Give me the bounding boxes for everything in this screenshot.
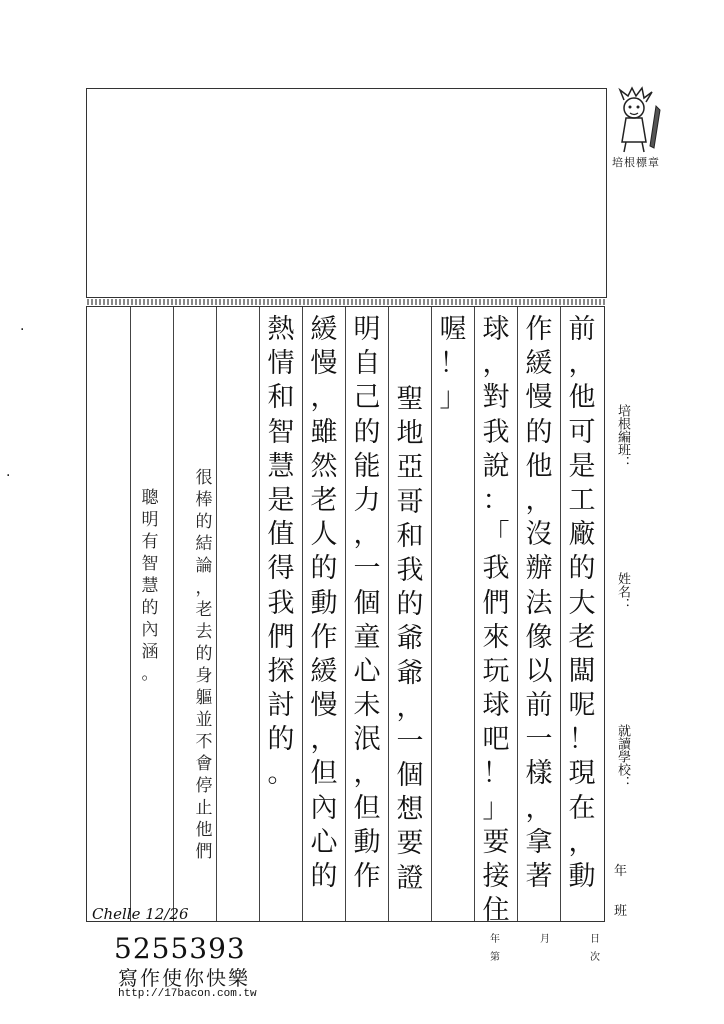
essay-char: 未 <box>353 690 381 722</box>
essay-char: 樣 <box>525 758 553 790</box>
comment-char: 有 <box>141 532 159 552</box>
essay-char: ， <box>310 382 338 414</box>
essay-char: ， <box>396 691 424 723</box>
comment-char: 聰 <box>141 488 159 508</box>
essay-char: ！ <box>439 348 467 380</box>
essay-char: 和 <box>396 520 424 552</box>
comment-char: 明 <box>141 510 159 530</box>
essay-column <box>348 313 386 894</box>
essay-char: 的 <box>267 724 295 756</box>
comment-char: 內 <box>141 620 159 640</box>
essay-char: 辦 <box>525 553 553 585</box>
field-name <box>614 572 630 611</box>
essay-char: 作 <box>310 621 338 653</box>
comment-char: 的 <box>195 644 213 664</box>
essay-char: 闆 <box>568 655 596 687</box>
stamp-label: 培根標章 <box>612 156 660 169</box>
essay-char: 地 <box>396 418 424 450</box>
essay-char: 的 <box>353 416 381 448</box>
field-class-unit-label: 班 <box>614 904 628 919</box>
essay-char: 值 <box>267 519 295 551</box>
essay-char: 和 <box>267 382 295 414</box>
essay-char: 前 <box>568 314 596 345</box>
writing-grid <box>86 306 605 927</box>
essay-char: ， <box>525 484 553 516</box>
essay-char: 吧 <box>482 724 510 756</box>
essay-char: 是 <box>267 484 295 516</box>
essay-char: 慢 <box>310 690 338 722</box>
essay-char: 他 <box>568 382 596 414</box>
essay-char: 喔 <box>439 314 467 345</box>
essay-char: 球 <box>482 314 510 345</box>
essay-char: 個 <box>396 760 424 792</box>
essay-char: 接 <box>482 861 510 892</box>
grid-line <box>216 307 217 921</box>
field-grade <box>614 864 627 880</box>
essay-char: 動 <box>353 826 381 858</box>
date-day: 日 <box>590 934 600 945</box>
essay-char: 聖 <box>396 384 424 415</box>
essay-char: 但 <box>353 792 381 824</box>
comment-char: 止 <box>195 798 213 818</box>
comment-char: 涵 <box>141 642 159 662</box>
essay-char: 慢 <box>310 348 338 380</box>
comment-char: 很 <box>195 468 213 488</box>
essay-char: ， <box>525 792 553 824</box>
essay-column <box>434 313 472 416</box>
essay-char: 但 <box>310 758 338 790</box>
comment-char: 論 <box>195 556 213 576</box>
essay-char: 工 <box>568 484 596 516</box>
essay-char: 人 <box>310 519 338 551</box>
essay-char: 然 <box>310 450 338 482</box>
essay-column <box>477 313 515 928</box>
essay-char: 要 <box>482 826 510 858</box>
essay-char: 說 <box>482 450 510 482</box>
essay-char: 我 <box>396 554 424 586</box>
essay-char: 泯 <box>353 724 381 756</box>
essay-char: 。 <box>267 758 295 790</box>
essay-char: 一 <box>396 725 424 757</box>
essay-char: 哥 <box>396 486 424 518</box>
field-name-label: 姓名： <box>615 572 630 611</box>
essay-char: ， <box>353 758 381 790</box>
essay-char: 我 <box>482 553 510 585</box>
essay-char: 呢 <box>568 690 596 722</box>
teacher-comment-box <box>86 88 607 298</box>
comment-char: 智 <box>141 554 159 574</box>
comment-char: 們 <box>195 842 213 862</box>
session-suffix: 次 <box>590 952 600 963</box>
essay-char: 得 <box>267 553 295 585</box>
comment-char: ， <box>195 578 213 598</box>
essay-char: ！ <box>568 724 596 756</box>
margin-mark: · <box>6 468 11 484</box>
date-year: 年 <box>490 934 500 945</box>
field-class-label: 培根編班： <box>615 404 630 469</box>
essay-char: 「 <box>482 519 510 551</box>
session-row <box>490 948 600 963</box>
essay-char: 明 <box>353 314 381 345</box>
essay-char: 動 <box>568 861 596 892</box>
essay-char: 自 <box>353 348 381 380</box>
comment-char: 身 <box>195 666 213 686</box>
field-school-label: 就讀學校： <box>615 724 630 789</box>
essay-char: 來 <box>482 621 510 653</box>
essay-char: 」 <box>482 792 510 824</box>
essay-char: ， <box>568 826 596 858</box>
essay-char: 一 <box>525 724 553 756</box>
essay-char: 拿 <box>525 826 553 858</box>
essay-char: 對 <box>482 382 510 414</box>
essay-char: 的 <box>396 589 424 621</box>
essay-char: 慢 <box>525 382 553 414</box>
essay-char: 現 <box>568 758 596 790</box>
comment-char: 不 <box>195 732 213 752</box>
essay-char: 的 <box>568 553 596 585</box>
dotted-border <box>87 299 606 305</box>
comment-char: 慧 <box>141 576 159 596</box>
essay-char: 們 <box>482 587 510 619</box>
essay-char: ！ <box>482 758 510 790</box>
grid-line <box>302 307 303 921</box>
essay-column <box>391 383 429 896</box>
grid-line <box>173 307 174 921</box>
essay-char: 爺 <box>396 657 424 689</box>
essay-char: 他 <box>525 450 553 482</box>
essay-char: 亞 <box>396 452 424 484</box>
essay-char: 雖 <box>310 416 338 448</box>
essay-char: 我 <box>482 416 510 448</box>
essay-char: ， <box>310 724 338 756</box>
grid-line <box>259 307 260 921</box>
grid-line <box>130 307 131 921</box>
date-month: 月 <box>540 934 550 945</box>
essay-char: 廠 <box>568 519 596 551</box>
essay-char: 在 <box>568 792 596 824</box>
essay-char: 爺 <box>396 623 424 655</box>
essay-char: 一 <box>353 553 381 585</box>
essay-char: 是 <box>568 450 596 482</box>
comment-char: 停 <box>195 776 213 796</box>
essay-char: 緩 <box>310 655 338 687</box>
essay-char: 智 <box>267 416 295 448</box>
margin-mark: · <box>20 322 25 338</box>
essay-column <box>563 313 601 894</box>
essay-char: 球 <box>482 690 510 722</box>
essay-char: 我 <box>267 587 295 619</box>
essay-char: 大 <box>568 587 596 619</box>
essay-char: 熱 <box>267 314 295 345</box>
brand-slogan: 寫作使你快樂 <box>118 966 250 990</box>
brand-number: 5255393 <box>114 932 246 965</box>
session-prefix: 第 <box>490 952 500 963</box>
teacher-signature: Chelle 12/26 <box>92 905 189 923</box>
essay-char: 情 <box>267 348 295 380</box>
comment-char: 會 <box>195 754 213 774</box>
grid-line <box>345 307 346 921</box>
brand-url: http://17bacon.com.tw <box>118 988 257 1000</box>
essay-char: 慧 <box>267 450 295 482</box>
essay-char: 們 <box>267 621 295 653</box>
comment-char: 棒 <box>195 490 213 510</box>
essay-char: 老 <box>568 621 596 653</box>
essay-char: 住 <box>482 895 510 927</box>
essay-char: 老 <box>310 484 338 516</box>
field-class-unit <box>614 904 627 920</box>
essay-char: 力 <box>353 484 381 516</box>
essay-char: 沒 <box>525 519 553 551</box>
essay-char: 的 <box>310 553 338 585</box>
essay-char: 的 <box>525 416 553 448</box>
essay-char: 玩 <box>482 655 510 687</box>
essay-char: 緩 <box>310 314 338 345</box>
essay-char: 探 <box>267 655 295 687</box>
essay-char: 可 <box>568 416 596 448</box>
essay-column <box>520 313 558 894</box>
comment-char: 去 <box>195 622 213 642</box>
essay-char: 想 <box>396 794 424 826</box>
essay-char: 法 <box>525 587 553 619</box>
grid-line <box>474 307 475 921</box>
comment-char: 老 <box>195 600 213 620</box>
comment-char: 他 <box>195 820 213 840</box>
essay-column <box>305 313 343 894</box>
essay-char: 要 <box>396 828 424 860</box>
grid-line <box>560 307 561 921</box>
essay-char: 個 <box>353 587 381 619</box>
comment-char: 的 <box>195 512 213 532</box>
grid-line <box>431 307 432 921</box>
essay-char: 己 <box>353 382 381 414</box>
essay-char: 討 <box>267 690 295 722</box>
essay-char: 內 <box>310 792 338 824</box>
essay-char: 童 <box>353 621 381 653</box>
essay-char: 動 <box>310 587 338 619</box>
essay-char: 緩 <box>525 348 553 380</box>
comment-char: 。 <box>141 664 159 684</box>
essay-char: 著 <box>525 861 553 892</box>
essay-char: 作 <box>525 314 553 345</box>
field-grade-label: 年 <box>614 864 628 879</box>
essay-char: 證 <box>396 862 424 894</box>
essay-char: ， <box>568 348 596 380</box>
teacher-comment-line <box>139 487 161 685</box>
comment-char: 的 <box>141 598 159 618</box>
essay-char: 的 <box>310 861 338 892</box>
teacher-comment-line <box>193 467 215 863</box>
essay-char: 以 <box>525 655 553 687</box>
field-school <box>614 724 630 789</box>
essay-char: 心 <box>353 655 381 687</box>
field-class <box>614 404 630 469</box>
grid-line <box>517 307 518 921</box>
essay-column <box>262 313 300 792</box>
essay-char: 像 <box>525 621 553 653</box>
essay-char: 作 <box>353 861 381 892</box>
essay-char: ， <box>353 519 381 551</box>
essay-char: ， <box>482 348 510 380</box>
comment-char: 並 <box>195 710 213 730</box>
essay-char: 能 <box>353 450 381 482</box>
essay-char: 前 <box>525 690 553 722</box>
grid-line <box>388 307 389 921</box>
essay-char: ： <box>482 484 510 516</box>
date-row <box>490 930 600 945</box>
comment-char: 結 <box>195 534 213 554</box>
essay-char: 」 <box>439 382 467 414</box>
essay-char: 心 <box>310 826 338 858</box>
comment-char: 軀 <box>195 688 213 708</box>
